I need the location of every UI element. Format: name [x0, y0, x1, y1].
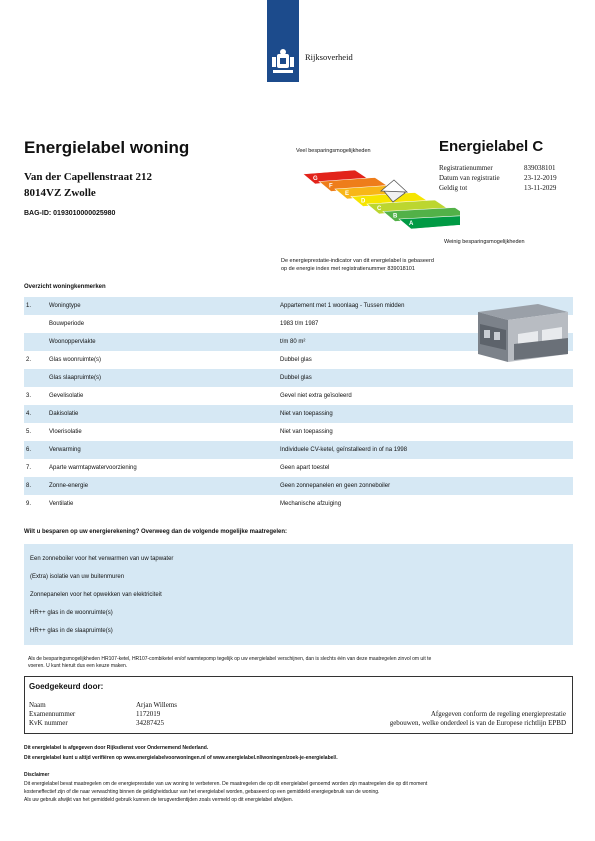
disclaimer-line-1: Dit energielabel bevat maatregelen om de energieprestatie van uw woning te verbeteren. De maatregelen die op dit energielabel genoemd worden zijn maatregelen die op dit moment	[24, 781, 428, 787]
row-value: Individuele CV-ketel, geïnstalleerd in of na 1998	[280, 447, 408, 453]
table-row	[24, 459, 573, 477]
measure-item: Zonnepanelen voor het opwekken van elektriciteit	[30, 592, 162, 598]
row-label: Woningtype	[49, 303, 81, 309]
table-row	[24, 495, 573, 513]
approved-statement-line-1: Afgegeven conform de regeling energieprestatie	[430, 710, 566, 718]
approved-key: KvK nummer	[29, 719, 68, 727]
weinig-besparing-label: Weinig besparingsmogelijkheden	[444, 239, 525, 245]
label-band-letter: D	[361, 198, 366, 205]
approved-key: Examennummer	[29, 710, 76, 718]
registration-value: 13-11-2029	[524, 184, 557, 192]
indicator-line-1: De energieprestatie-indicator van dit energielabel is gebaseerd	[281, 258, 434, 264]
approved-statement	[390, 710, 566, 728]
label-band-letter: A	[409, 221, 414, 227]
row-number: 7.	[26, 465, 32, 471]
row-number: 6.	[26, 447, 32, 453]
label-band-letter: F	[329, 183, 333, 190]
row-label: Bouwperiode	[49, 321, 85, 327]
label-band-letter: B	[393, 213, 398, 220]
house-illustration-icon	[478, 300, 568, 362]
address-line-1: Van der Capellenstraat 212	[24, 171, 153, 183]
row-number: 4.	[26, 411, 32, 417]
row-label: Dakisolatie	[49, 411, 79, 417]
row-label: Ventilatie	[49, 501, 74, 507]
registration-key: Registratienummer	[439, 164, 493, 172]
row-label: Gevelisolatie	[49, 393, 84, 399]
row-value: Niet van toepassing	[280, 411, 333, 417]
note-line-2: voeren. U kunt hieruit dus een keuze maken.	[28, 663, 128, 669]
footer-verify: Dit energielabel kunt u altijd verifiëren op www.energielabelvoorwoningen.nl of www.energielabel.nl/woningen/zoek-je-energielabel/.	[24, 755, 338, 761]
disclaimer-line-2: kosteneffectief zijn of die naar verwachting binnen de geldigheidsduur van het energielabel worden, gebaseerd op een gemiddeld energiegebruik van de woning.	[24, 789, 380, 795]
row-label: Aparte warmtapwatervoorziening	[49, 465, 137, 471]
row-number: 3.	[26, 393, 32, 399]
row-label: Zonne-energie	[49, 483, 89, 489]
row-number: 2.	[26, 357, 32, 363]
disclaimer-line-3: Als uw gebruik afwijkt van het gemiddeld gebruik kunnen de terugverdientijden zoals vermeld op dit energielabel afwijken.	[24, 797, 294, 803]
row-value: Gevel niet extra geïsoleerd	[280, 393, 352, 399]
footer-issued: Dit energielabel is afgegeven door Rijksdienst voor Ondernemend Nederland.	[24, 745, 209, 751]
address-line-2: 8014VZ Zwolle	[24, 187, 96, 199]
row-value: Dubbel glas	[280, 375, 312, 381]
measure-item: HR++ glas in de slaapruimte(s)	[30, 628, 113, 634]
row-value: Geen apart toestel	[280, 465, 330, 471]
row-number: 5.	[26, 429, 32, 435]
label-band-letter: G	[313, 176, 318, 182]
registration-value: 23-12-2019	[524, 174, 557, 182]
row-label: Glas slaapruimte(s)	[49, 375, 102, 381]
table-row	[24, 405, 573, 423]
measure-item: (Extra) isolatie van uw buitenmuren	[30, 574, 125, 580]
registration-key: Datum van registratie	[439, 174, 500, 182]
overzicht-title: Overzicht woningkenmerken	[24, 284, 106, 290]
approved-row	[29, 719, 164, 727]
registration-value: 839038101	[524, 164, 556, 172]
approved-box	[24, 676, 573, 734]
approved-value: Arjan Willems	[136, 701, 177, 709]
row-label: Woonoppervlakte	[49, 339, 96, 345]
measures-title: Wilt u besparen op uw energierekening? Overweeg dan de volgende mogelijke maatregelen:	[24, 529, 288, 535]
table-row	[24, 477, 573, 495]
table-row	[24, 423, 573, 441]
label-band-letter: E	[345, 191, 350, 197]
measure-item: Een zonneboiler voor het verwarmen van uw tapwater	[30, 556, 174, 562]
note-line-1: Als de besparingsmogelijkheden HR107-ketel, HR107-combiketel en/of warmtepomp tegelijk op uw energielabel verschijnen, dan is slechts één van deze maatregelen zinvol om uit te	[28, 656, 432, 662]
indicator-line-2: op de energie index met registratienummer 839018101	[281, 266, 415, 272]
row-value: 1983 t/m 1987	[280, 321, 319, 327]
veel-besparing-label: Veel besparingsmogelijkheden	[296, 148, 371, 154]
table-row	[24, 387, 573, 405]
table-row	[24, 369, 573, 387]
approved-key: Naam	[29, 701, 46, 709]
label-band-letter: C	[377, 206, 382, 212]
row-value: Mechanische afzuiging	[280, 501, 342, 507]
bag-id: BAG-ID: 0193010000025980	[24, 210, 116, 217]
row-number: 8.	[26, 483, 32, 489]
row-label: Vloerisolatie	[49, 429, 82, 435]
label-title: Energielabel C	[439, 138, 544, 155]
row-value: Appartement met 1 woonlaag - Tussen midden	[280, 303, 405, 309]
approved-row	[29, 701, 177, 709]
disclaimer-title: Disclaimer	[24, 772, 50, 778]
logo-text: Rijksoverheid	[305, 52, 353, 62]
table-row	[24, 441, 573, 459]
approved-value: 34287425	[136, 719, 164, 727]
approved-row	[29, 710, 161, 718]
row-number: 1.	[26, 303, 32, 309]
crest-icon	[270, 48, 296, 76]
page-title: Energielabel woning	[24, 138, 190, 157]
measures-box	[24, 544, 573, 645]
registration-key: Geldig tot	[439, 184, 468, 192]
row-label: Verwarming	[49, 447, 81, 453]
indicator-text	[281, 257, 541, 273]
approved-title: Goedgekeurd door:	[29, 682, 104, 691]
row-value: Dubbel glas	[280, 357, 312, 363]
row-value: Niet van toepassing	[280, 429, 333, 435]
disclaimer-text	[24, 780, 569, 804]
approved-statement-line-2: gebouwen, welke onderdeel is van de Europese richtlijn EPBD	[389, 719, 566, 727]
row-label: Glas woonruimte(s)	[49, 357, 102, 363]
measures-note	[28, 656, 568, 670]
row-number: 9.	[26, 501, 32, 507]
approved-value: 1172019	[136, 710, 161, 718]
row-value: t/m 80 m²	[280, 339, 306, 345]
row-value: Geen zonnepanelen en geen zonneboiler	[280, 483, 391, 489]
energy-label-graphic	[295, 160, 460, 242]
measure-item: HR++ glas in de woonruimte(s)	[30, 610, 113, 616]
